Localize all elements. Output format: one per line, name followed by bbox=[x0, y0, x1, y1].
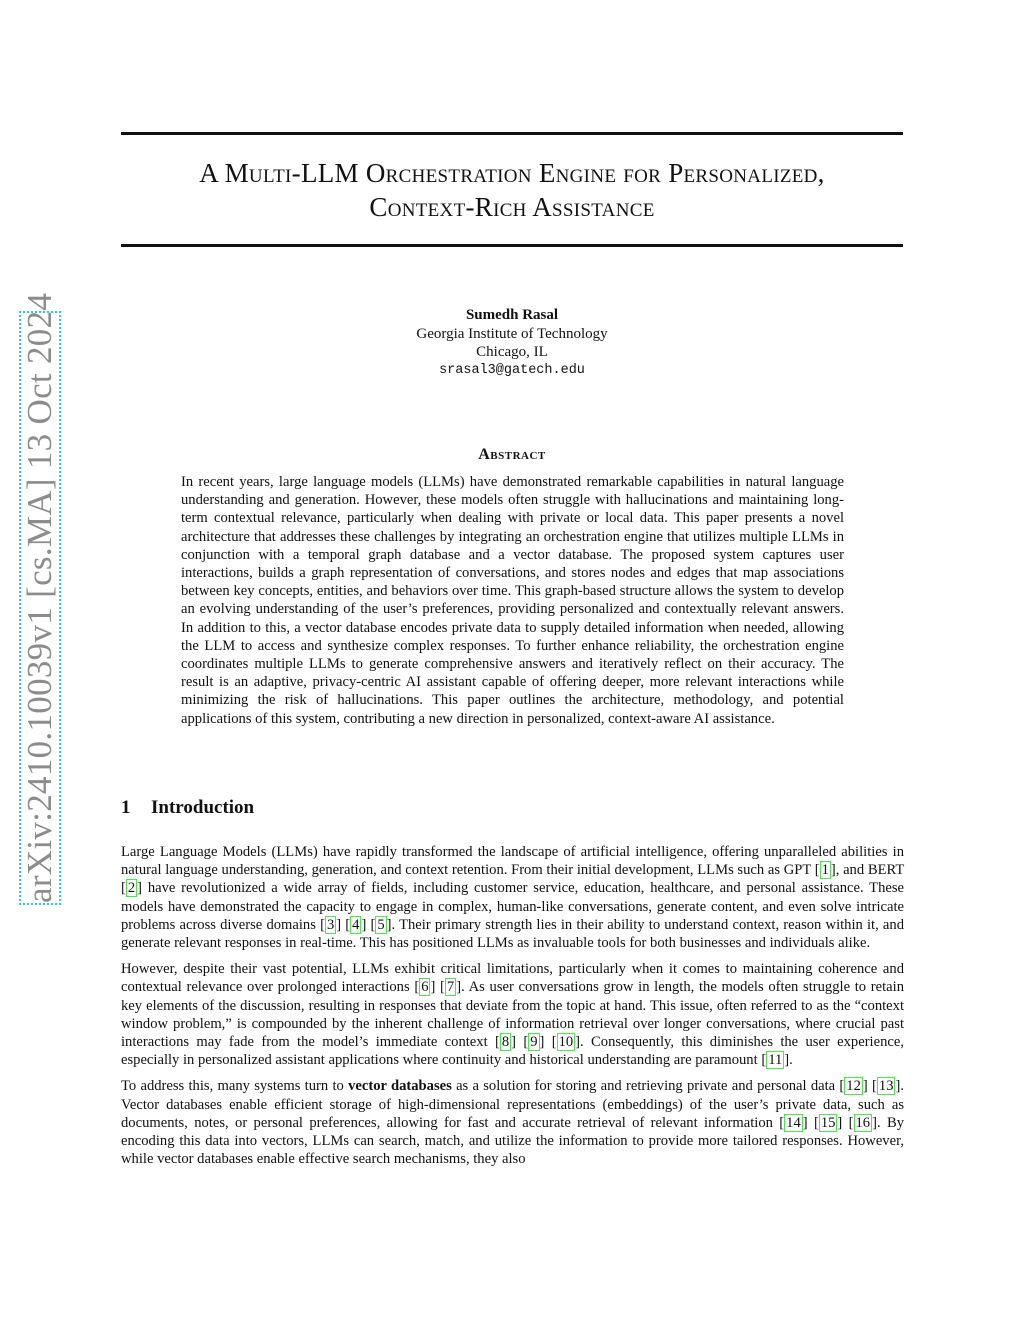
title-top-rule bbox=[121, 132, 903, 135]
title-line-2: Context-Rich Assistance bbox=[369, 192, 655, 222]
abstract-heading: Abstract bbox=[478, 446, 546, 463]
author-affiliation: Georgia Institute of Technology bbox=[416, 325, 608, 342]
citation-link[interactable]: 6 bbox=[421, 979, 429, 996]
citation-link[interactable]: 2 bbox=[127, 880, 136, 897]
intro-paragraph-3: To address this, many systems turn to vector databases as a solution for storing and retrieving private and personal data [ 12 ] [ 13 ]. Vector databases enable efficient storage of high-dimensional representations (embeddings) of the user’s private data, such as documents, notes, or personal preferences, allowing for fast and accurate retrieval of relevant information [ 14 ] [ 15 ] [ 16 ]. By encoding this data into vectors, LLMs can search, match, and utilize the information to provide more tailored responses. However, while vector databases enable effective search mechanisms, they also bbox=[121, 1078, 905, 1168]
citation-link[interactable]: 10 bbox=[558, 1034, 574, 1051]
section-heading-introduction bbox=[121, 797, 254, 819]
citation-link[interactable]: 1 bbox=[821, 862, 829, 879]
citation-link[interactable]: 3 bbox=[326, 916, 335, 933]
author-name: Sumedh Rasal bbox=[465, 307, 559, 323]
citation-link[interactable]: 12 bbox=[846, 1078, 861, 1095]
introduction-body bbox=[121, 843, 904, 1176]
title-bottom-rule bbox=[121, 244, 903, 247]
text-run: as a solution for storing and retrieving private and personal data bbox=[451, 1078, 840, 1095]
text-run: To address this, many systems turn to bbox=[121, 1078, 349, 1095]
citation-link[interactable]: 15 bbox=[820, 1114, 836, 1131]
arxiv-identifier-stamp: arXiv:2410.10039v1 [cs.MA] 13 Oct 2024 bbox=[20, 292, 59, 903]
section-number: 1 bbox=[121, 797, 131, 818]
text-run: . Vector databases enable efficient storage of high-dimensional representations (embeddings) of the user’s private data, such as documents, notes, or personal preferences, allowing for fast and accurate retrieval of relevant information bbox=[121, 1078, 905, 1131]
abstract-text: In recent years, large language models (LLMs) have demonstrated remarkable capabilities in natural language understanding and generation. However, these models often struggle with hallucinations and maintaining long-term contextual relevance, particularly when dealing with private or local data. This paper presents a novel architecture that addresses these challenges by integrating an orchestration engine that utilizes multiple LLMs in conjunction with a temporal graph database and a vector database. The proposed system captures user interactions, builds a graph representation of conversations, and stores nodes and edges that map associations between key concepts, entities, and behaviors over time. This graph-based structure allows the system to develop an evolving understanding of the user’s preferences, providing personalized and contextually relevant answers. In addition to this, a vector database encodes private data to supply detailed information when needed, allowing the LLM to access and synthesize complex responses. To further enhance reliability, the orchestration engine coordinates multiple LLMs to generate comprehensive answers and iteratively reflect on their accuracy. The result is an adaptive, privacy-centric AI assistant capable of offering deeper, more relevant interactions while minimizing the risk of hallucinations. This paper outlines the architecture, methodology, and potential applications of this system, contributing a new direction in personalized, context-aware AI assistance. bbox=[181, 474, 844, 727]
text-run: . By encoding this data into vectors, LLMs can search, match, and utilize the information to provide more tailored responses. However, while vector databases enable effective search mechanisms, they also bbox=[121, 1114, 905, 1168]
citation-link[interactable]: 14 bbox=[786, 1114, 801, 1131]
text-run: . As user conversations grow in length, the models often struggle to retain key elements of the discussion, resulting in responses that deviate from the topic at hand. This issue, often referred to as the “context window problem,” is compounded by the inherent challenge of information retrieval over longer conversations, where crucial past interactions may fade from the model’s immediate context bbox=[121, 979, 904, 1051]
text-run: . bbox=[789, 1052, 793, 1069]
citation-link[interactable]: 4 bbox=[352, 916, 360, 933]
citation-link[interactable]: 11 bbox=[768, 1052, 783, 1069]
author-block bbox=[362, 306, 662, 380]
title-line-1: A Multi-LLM Orchestration Engine for Personalized, bbox=[199, 158, 825, 188]
bold-term: vector databases bbox=[348, 1078, 452, 1095]
section-title: Introduction bbox=[151, 797, 255, 818]
citation-link[interactable]: 7 bbox=[446, 979, 455, 996]
intro-paragraph-1: Large Language Models (LLMs) have rapidly transformed the landscape of artificial intelligence, offering unparalleled abilities in natural language understanding, generation, and context retention. From their initial development, LLMs such as GPT [ 1 ], and BERT [ 2 ] have revolutionized a wide array of fields, including customer service, education, healthcare, and personal assistance. These models have demonstrated the capacity to engage in complex, human-like conversations, generate content, and even solve intricate problems across diverse domains [ 3 ] [ 4 ] [ 5 ]. Their primary strength lies in their ability to understand context, reason within it, and generate relevant responses in real-time. This has positioned LLMs as invaluable tools for both businesses and individuals alike. bbox=[121, 844, 905, 952]
citation-link[interactable]: 13 bbox=[878, 1078, 894, 1095]
text-run: However, despite their vast potential, LLMs exhibit critical limitations, particularly when it comes to maintaining coherence and contextual relevance over prolonged interactions bbox=[121, 961, 904, 996]
text-run: . Consequently, this diminishes the user experience, especially in personalized assistant applications where continuity and historical understanding are paramount bbox=[121, 1034, 904, 1069]
author-email: srasal3@gatech.edu bbox=[439, 362, 585, 378]
text-run: . Their primary strength lies in their ability to understand context, reason within it, and generate relevant responses in real-time. This has positioned LLMs as invaluable tools for both businesses and individuals alike. bbox=[121, 916, 905, 952]
text-run: , and BERT bbox=[835, 862, 904, 879]
text-run: have revolutionized a wide array of fields, including customer service, education, healthcare, and personal assistance. These models have demonstrated the capacity to engage in complex, human-like conversations, generate content, and even solve intricate problems across diverse domains bbox=[121, 880, 904, 933]
citation-link[interactable]: 16 bbox=[855, 1114, 871, 1131]
intro-paragraph-2: However, despite their vast potential, LLMs exhibit critical limitations, particularly when it comes to maintaining coherence and contextual relevance over prolonged interactions [ 6 ] [ 7 ]. As user conversations grow in length, the models often struggle to retain key elements of the discussion, resulting in responses that deviate from the topic at hand. This issue, often referred to as the “context window problem,” is compounded by the inherent challenge of information retrieval over longer conversations, where crucial past interactions may fade from the model’s immediate context [ 8 ] [ 9 ] [ 10 ]. Consequently, this diminishes the user experience, especially in personalized assistant applications where continuity and historical understanding are paramount [ 11 ]. bbox=[121, 961, 904, 1069]
citation-link[interactable]: 8 bbox=[501, 1034, 510, 1051]
text-run: Large Language Models (LLMs) have rapidly transformed the landscape of artificial intelligence, offering unparalleled abilities in natural language understanding, generation, and context retention. From their initial development, LLMs such as GPT bbox=[121, 844, 904, 879]
paper-title bbox=[110, 156, 914, 224]
citation-link[interactable]: 5 bbox=[377, 916, 385, 933]
author-location: Chicago, IL bbox=[476, 344, 548, 360]
citation-link[interactable]: 9 bbox=[530, 1034, 538, 1051]
